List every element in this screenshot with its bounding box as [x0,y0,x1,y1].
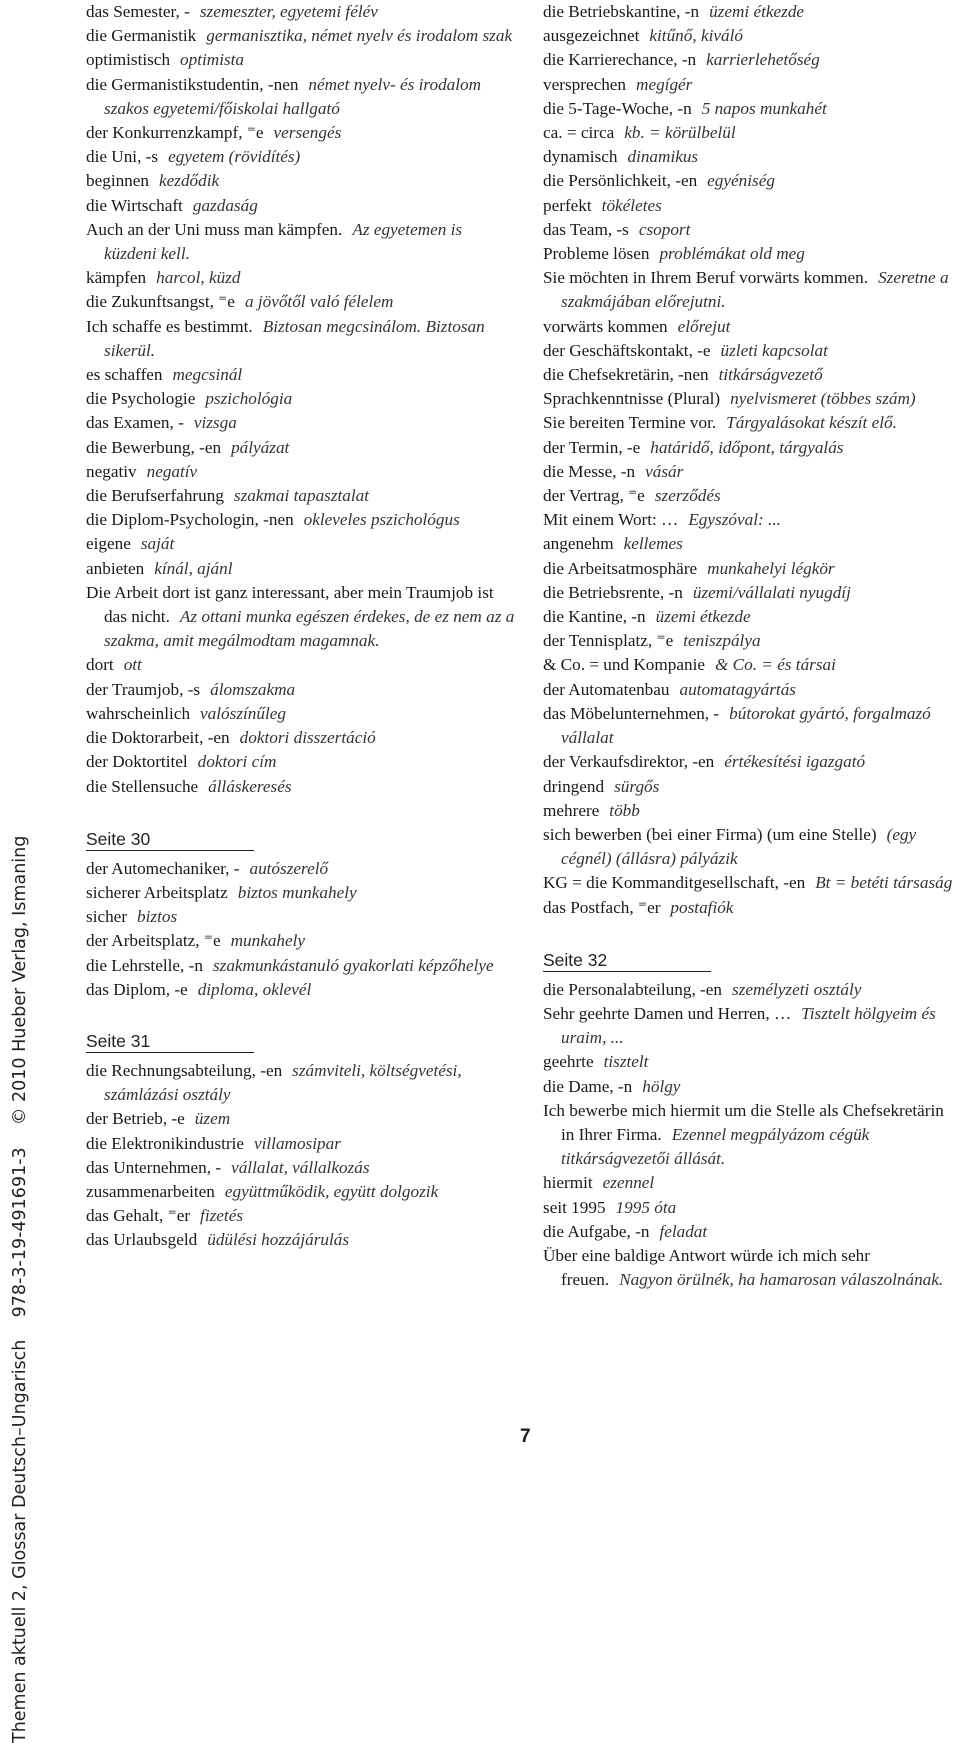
german-term: Sie möchten in Ihrem Beruf vorwärts kommen. [543,268,869,288]
sidebar-book-title: Themen aktuell 2, Glossar Deutsch–Ungarisch [10,1339,30,1743]
glossary-entry [543,605,953,629]
german-term: sich bewerben (bei einer Firma) (um eine Stelle) [543,824,877,844]
german-term: die Aufgabe, -n [543,1221,650,1241]
glossary-entry [86,194,516,218]
hungarian-translation: fizetés [200,1206,244,1226]
glossary-entry [543,242,953,266]
german-term: vorwärts kommen [543,316,668,336]
german-term: die Bewerbung, -en [86,437,222,457]
german-term: Über eine baldige Antwort würde ich mich sehr freuen. [543,1245,870,1290]
hungarian-translation: & Co. = és társai [714,655,836,675]
hungarian-translation: ott [123,655,142,675]
glossary-entry [543,339,953,363]
hungarian-translation: sürgős [614,776,660,796]
glossary-entry [86,557,516,581]
glossary-entry [86,702,516,726]
german-term: das Unternehmen, - [86,1157,222,1177]
hungarian-translation: számviteli, költségvetési, számlázási osztály [104,1060,462,1105]
glossary-entry [86,653,516,677]
glossary-entry [86,929,516,953]
hungarian-translation: vizsga [193,413,237,433]
german-term: der Vertrag, ⁼e [543,486,645,506]
glossary-entry [543,629,953,653]
hungarian-translation: Biztosan megcsinálom. Biztosan sikerül. [104,316,485,360]
glossary-entry [543,169,953,193]
glossary-entry [543,1099,953,1172]
german-term: optimistisch [86,50,171,70]
glossary-entry [543,1220,953,1244]
german-term: die Stellensuche [86,776,199,796]
hungarian-translation: 5 napos munkahét [701,98,827,118]
glossary-entry [543,411,953,435]
german-term: die Psychologie [86,389,196,409]
hungarian-translation: tisztelt [603,1052,649,1072]
german-term: die Wirtschaft [86,195,183,215]
hungarian-translation: nyelvismeret (többes szám) [730,389,916,409]
german-term: der Tennisplatz, ⁼e [543,631,674,651]
german-term: die Diplom-Psychologin, -nen [86,510,294,530]
glossary-entry [543,97,953,121]
german-term: das Postfach, ⁼er [543,897,661,917]
hungarian-translation: megígér [636,74,693,94]
hungarian-translation: Tárgyalásokat készít elő. [726,413,897,433]
glossary-entry [543,484,953,508]
hungarian-translation: valószínűleg [200,703,286,723]
german-term: geehrte [543,1052,594,1072]
hungarian-translation: kínál, ajánl [154,558,233,578]
german-term: Sprachkenntnisse (Plural) [543,389,721,409]
hungarian-translation: határidő, időpont, tárgyalás [650,437,844,457]
glossary-entry [86,387,516,411]
german-term: der Doktortitel [86,752,188,772]
glossary-entry [543,896,953,920]
glossary-entry [86,460,516,484]
german-term: das Team, -s [543,219,629,239]
hungarian-translation: pszichológia [205,389,293,409]
german-term: dynamisch [543,147,618,167]
glossary-entry [86,1059,516,1107]
glossary-entry [543,315,953,339]
hungarian-translation: előrejut [677,316,731,336]
german-term: sicherer Arbeitsplatz [86,882,228,902]
glossary-entry [543,978,953,1002]
glossary-entry [86,532,516,556]
german-term: & Co. = und Kompanie [543,655,705,675]
hungarian-translation: ezennel [602,1173,655,1193]
glossary-entry [86,954,516,978]
glossary-entry [543,1050,953,1074]
hungarian-translation: szerződés [654,486,721,506]
glossary-block [86,0,516,799]
glossary-entry [86,315,516,363]
german-term: der Geschäftskontakt, -e [543,340,711,360]
hungarian-translation: saját [140,534,175,554]
hungarian-translation: teniszpálya [683,631,761,651]
glossary-entry [86,905,516,929]
german-term: der Arbeitsplatz, ⁼e [86,931,221,951]
hungarian-translation: Tisztelt hölgyeim és uraim, ... [561,1003,936,1048]
german-term: Mit einem Wort: … [543,510,679,530]
german-term: die Messe, -n [543,461,636,481]
german-term: die Kantine, -n [543,607,646,627]
german-term: der Termin, -e [543,437,641,457]
glossary-entry [86,363,516,387]
glossary-entry [543,1244,953,1292]
german-term: Auch an der Uni muss man kämpfen. [86,219,343,239]
hungarian-translation: autószerelő [249,858,329,878]
glossary-entry [86,24,516,48]
german-term: Sehr geehrte Damen und Herren, … [543,1003,792,1023]
sidebar-copyright: © 2010 Hueber Verlag, Ismaning [10,835,30,1126]
hungarian-translation: kb. = körülbelül [624,123,736,143]
german-term: dort [86,655,114,675]
glossary-block [543,0,953,920]
section-heading-seite-32 [543,949,953,972]
hungarian-translation: doktori disszertáció [239,728,376,748]
german-term: die Germanistikstudentin, -nen [86,74,299,94]
german-term: perfekt [543,195,592,215]
hungarian-translation: harcol, küzd [156,268,241,288]
section-title: Seite 30 [86,828,254,851]
hungarian-translation: német nyelv- és irodalom szakos egyetemi/főiskolai hallgató [104,74,482,118]
german-term: der Traumjob, -s [86,679,201,699]
glossary-entry [86,145,516,169]
german-term: die Lehrstelle, -n [86,955,203,975]
glossary-entry [543,0,953,24]
hungarian-translation: vásár [645,461,684,481]
hungarian-translation: doktori cím [197,752,277,772]
glossary-entry [543,48,953,72]
german-term: mehrere [543,800,600,820]
glossary-entry [86,169,516,193]
hungarian-translation: gazdaság [192,195,258,215]
glossary-block [86,857,516,1002]
glossary-entry [543,1171,953,1195]
german-term: es schaffen [86,365,163,385]
hungarian-translation: együttműködik, együtt dolgozik [224,1181,439,1201]
glossary-entry [86,1228,516,1252]
glossary-entry [86,121,516,145]
german-term: die Germanistik [86,26,197,46]
hungarian-translation: a jövőtől való félelem [244,292,394,312]
hungarian-translation: hölgy [642,1076,681,1096]
hungarian-translation: több [609,800,640,820]
hungarian-translation: versengés [273,123,342,143]
hungarian-translation: dinamikus [627,147,699,167]
hungarian-translation: biztos [137,907,178,927]
hungarian-translation: titkárságvezető [718,365,823,385]
german-term: die Chefsekretärin, -nen [543,365,709,385]
glossary-entry [543,581,953,605]
hungarian-translation: álomszakma [210,679,296,699]
german-term: das Semester, - [86,2,190,21]
glossary-entry [543,750,953,774]
glossary-entry [86,411,516,435]
german-term: kämpfen [86,268,147,288]
german-term: wahrscheinlich [86,703,191,723]
glossary-entry [543,24,953,48]
glossary-entry [86,73,516,121]
german-term: die Betriebskantine, -n [543,2,700,21]
german-term: Ich schaffe es bestimmt. [86,316,253,336]
section-title: Seite 31 [86,1030,254,1053]
section-heading-seite-31 [86,1030,516,1053]
glossary-entry [543,1075,953,1099]
glossary-entry [543,702,953,750]
hungarian-translation: egyetem (rövidítés) [168,147,301,167]
glossary-entry [86,508,516,532]
glossary-entry [543,1002,953,1050]
hungarian-translation: biztos munkahely [237,882,357,902]
glossary-entry [543,653,953,677]
section-heading-seite-30 [86,828,516,851]
glossary-entry [86,484,516,508]
german-term: dringend [543,776,605,796]
hungarian-translation: kitűnő, kiváló [649,26,743,46]
german-term: Sie bereiten Termine vor. [543,413,717,433]
hungarian-translation: Az egyetemen is küzdeni kell. [104,219,463,264]
section-title: Seite 32 [543,949,711,972]
glossary-entry [86,1132,516,1156]
glossary-entry [543,508,953,532]
hungarian-translation: személyzeti osztály [731,979,862,999]
german-term: die Persönlichkeit, -en [543,171,698,191]
hungarian-translation: Egyszóval: ... [688,510,781,530]
glossary-entry [86,775,516,799]
glossary-entry [543,363,953,387]
hungarian-translation: negatív [146,461,198,481]
glossary-entry [86,1107,516,1131]
glossary-block [543,978,953,1293]
hungarian-translation: okleveles pszichológus [303,510,460,530]
glossary-entry [86,857,516,881]
glossary-entry [86,978,516,1002]
hungarian-translation: problémákat old meg [659,244,805,264]
glossary-entry [543,218,953,242]
german-term: die Berufserfahrung [86,486,224,506]
hungarian-translation: szakmai tapasztalat [233,486,370,506]
hungarian-translation: Bt = betéti társaság [815,873,953,893]
german-term: angenehm [543,534,614,554]
glossary-entry [86,218,516,266]
glossary-entry [543,557,953,581]
glossary-entry [86,1204,516,1228]
sidebar-isbn: 978-3-19-491691-3 [10,1147,30,1318]
glossary-entry [543,387,953,411]
hungarian-translation: karrierlehetőség [706,50,820,70]
german-term: die 5-Tage-Woche, -n [543,98,692,118]
glossary-column-left [86,0,516,1253]
glossary-entry [86,48,516,72]
glossary-entry [86,290,516,314]
german-term: der Betrieb, -e [86,1109,185,1129]
hungarian-translation: kellemes [623,534,683,554]
hungarian-translation: optimista [180,50,245,70]
german-term: der Automatenbau [543,679,670,699]
hungarian-translation: Ezennel megpályázom cégük titkárságvezetői állását. [561,1124,870,1169]
sidebar-credit [6,343,34,1743]
hungarian-translation: vállalat, vállalkozás [231,1157,370,1177]
german-term: der Konkurrenzkampf, ⁼e [86,123,264,143]
german-term: das Urlaubsgeld [86,1230,198,1250]
hungarian-translation: feladat [659,1221,708,1241]
german-term: anbieten [86,558,145,578]
glossary-entry [86,0,516,24]
hungarian-translation: germanisztika, német nyelv és irodalom szak [206,26,513,46]
glossary-entry [543,73,953,97]
hungarian-translation: üzleti kapcsolat [720,340,828,360]
hungarian-translation: munkahelyi légkör [707,558,835,578]
hungarian-translation: pályázat [231,437,290,457]
german-term: seit 1995 [543,1197,606,1217]
hungarian-translation: villamosipar [254,1133,341,1153]
glossary-entry [543,121,953,145]
german-term: die Zukunftsangst, ⁼e [86,292,235,312]
glossary-entry [543,799,953,823]
german-term: das Gehalt, ⁼er [86,1206,191,1226]
german-term: die Elektronikindustrie [86,1133,244,1153]
hungarian-translation: diploma, oklevél [197,979,312,999]
hungarian-translation: Nagyon örülnék, ha hamarosan válaszolnának. [619,1270,944,1290]
hungarian-translation: munkahely [230,931,306,951]
german-term: die Betriebsrente, -n [543,582,683,602]
hungarian-translation: egyéniség [707,171,775,191]
page-number: 7 [520,1426,531,1447]
glossary-entry [543,145,953,169]
german-term: das Examen, - [86,413,184,433]
german-term: das Möbelunternehmen, - [543,703,720,723]
german-term: das Diplom, -e [86,979,188,999]
german-term: zusammenarbeiten [86,1181,215,1201]
glossary-entry [86,266,516,290]
german-term: KG = die Kommanditgesellschaft, -en [543,873,806,893]
german-term: Probleme lösen [543,244,650,264]
hungarian-translation: szakmunkástanuló gyakorlati képzőhelye [212,955,494,975]
glossary-entry [86,436,516,460]
hungarian-translation: üzem [194,1109,231,1129]
glossary-entry [543,678,953,702]
glossary-entry [543,823,953,871]
hungarian-translation: értékesítési igazgató [724,752,866,772]
german-term: die Rechnungsabteilung, -en [86,1060,283,1080]
german-term: Die Arbeit dort ist ganz interessant, aber mein Traumjob ist das nicht. [86,582,494,627]
glossary-entry [86,678,516,702]
hungarian-translation: (egy cégnél) (állásra) pályázik [561,824,917,869]
glossary-entry [543,194,953,218]
german-term: negativ [86,461,137,481]
hungarian-translation: 1995 óta [615,1197,677,1217]
german-term: der Automechaniker, - [86,858,240,878]
glossary-entry [543,775,953,799]
glossary-entry [543,532,953,556]
german-term: die Karrierechance, -n [543,50,697,70]
glossary-entry [543,1196,953,1220]
german-term: versprechen [543,74,627,94]
german-term: die Doktorarbeit, -en [86,728,230,748]
glossary-entry [86,1180,516,1204]
glossary-entry [543,460,953,484]
german-term: ausgezeichnet [543,26,640,46]
hungarian-translation: bútorokat gyártó, forgalmazó vállalat [561,703,931,748]
hungarian-translation: üzemi/vállalati nyugdíj [692,582,851,602]
german-term: Ich bewerbe mich hiermit um die Stelle als Chefsekretärin in Ihrer Firma. [543,1100,944,1144]
hungarian-translation: tökéletes [601,195,662,215]
german-term: die Dame, -n [543,1076,633,1096]
german-term: ca. = circa [543,123,615,143]
hungarian-translation: Szeretne a szakmájában előrejutni. [561,268,949,312]
german-term: hiermit [543,1173,593,1193]
hungarian-translation: postafiók [670,897,734,917]
hungarian-translation: üdülési hozzájárulás [207,1230,350,1250]
glossary-column-right [543,0,953,1292]
glossary-block [86,1059,516,1253]
hungarian-translation: kezdődik [159,171,220,191]
german-term: sicher [86,907,128,927]
glossary-entry [543,436,953,460]
glossary-entry [86,581,516,654]
glossary-entry [543,871,953,895]
german-term: die Arbeitsatmosphäre [543,558,698,578]
glossary-entry [86,881,516,905]
hungarian-translation: álláskeresés [208,776,292,796]
hungarian-translation: Az ottani munka egészen érdekes, de ez nem az a szakma, amit megálmodtam magamnak. [104,607,515,651]
glossary-entry [86,1156,516,1180]
german-term: der Verkaufsdirektor, -en [543,752,715,772]
german-term: beginnen [86,171,150,191]
glossary-entry [86,726,516,750]
hungarian-translation: üzemi étkezde [709,2,805,21]
hungarian-translation: automatagyártás [679,679,796,699]
glossary-entry [543,266,953,314]
german-term: die Personalabteilung, -en [543,979,722,999]
glossary-entry [86,750,516,774]
german-term: die Uni, -s [86,147,159,167]
hungarian-translation: üzemi étkezde [655,607,751,627]
hungarian-translation: csoport [638,219,691,239]
german-term: eigene [86,534,131,554]
hungarian-translation: szemeszter, egyetemi félév [199,2,378,21]
hungarian-translation: megcsinál [172,365,243,385]
